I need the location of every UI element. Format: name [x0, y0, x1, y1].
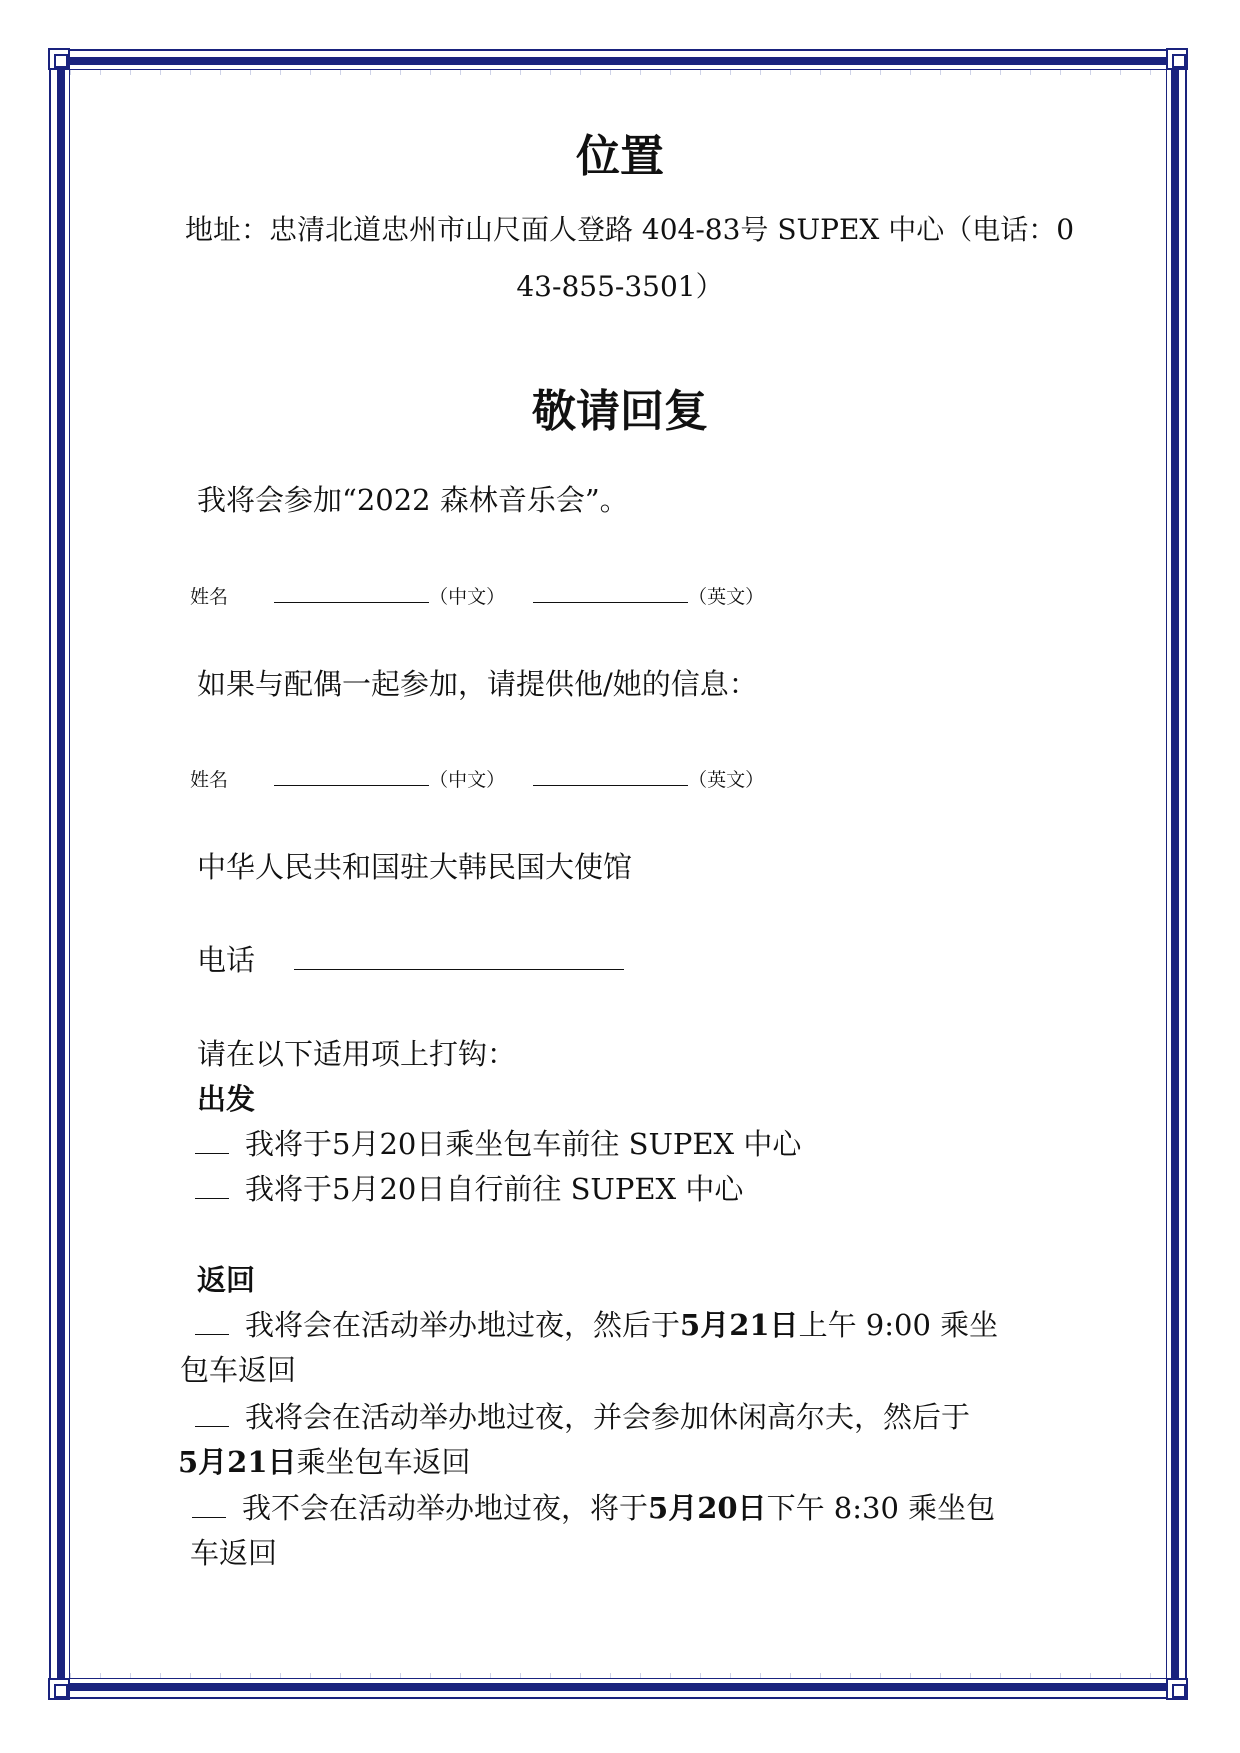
name-row-attendee	[190, 582, 764, 609]
departure-option-charter[interactable]: 我将于5月20日乘坐包车前往 SUPEX 中心	[195, 1122, 801, 1163]
checkbox-blank[interactable]	[192, 1517, 226, 1518]
return-option-1[interactable]: 我将会在活动举办地过夜，然后于5月21日上午 9:00 乘坐	[195, 1303, 998, 1344]
checkbox-blank[interactable]	[195, 1334, 229, 1335]
return-option-2[interactable]: 我将会在活动举办地过夜，并会参加休闲高尔夫，然后于	[195, 1395, 970, 1436]
checkbox-blank[interactable]	[195, 1198, 229, 1199]
return-option-1-cont: 包车返回	[180, 1353, 297, 1387]
top-tick-ruler	[70, 70, 1166, 75]
spouse-english-name-blank[interactable]	[533, 785, 688, 786]
location-title: 位置	[576, 131, 664, 182]
corner-ornament-bottom-left	[48, 1678, 70, 1700]
corner-ornament-top-right	[1166, 48, 1188, 70]
checkbox-blank[interactable]	[195, 1426, 229, 1427]
corner-ornament-top-left	[48, 48, 70, 70]
english-name-blank[interactable]	[533, 602, 688, 603]
return-option-3-cont: 车返回	[190, 1536, 278, 1570]
chinese-label: （中文）	[429, 586, 506, 608]
return-option-2-cont: 5月21日乘坐包车返回	[178, 1445, 471, 1479]
phone-blank[interactable]	[294, 969, 624, 970]
embassy-name: 中华人民共和国驻大韩民国大使馆	[197, 850, 633, 884]
checkbox-blank[interactable]	[195, 1153, 229, 1154]
english-label: （英文）	[688, 586, 765, 608]
departure-option-self[interactable]: 我将于5月20日自行前往 SUPEX 中心	[195, 1167, 743, 1208]
address-line-1: 地址：忠清北道忠州市山尺面人登路 404-83号 SUPEX 中心（电话：0	[185, 213, 1075, 246]
name-row-spouse	[190, 765, 764, 792]
chinese-label: （中文）	[429, 769, 506, 791]
attend-statement: 我将会参加“2022 森林音乐会”。	[197, 483, 629, 517]
return-heading: 返回	[197, 1263, 256, 1297]
phone-row	[197, 938, 624, 979]
phone-label: 电话	[197, 943, 256, 977]
return-option-3[interactable]: 我不会在活动举办地过夜，将于5月20日下午 8:30 乘坐包	[192, 1486, 995, 1527]
name-label: 姓名	[190, 586, 229, 608]
name-label: 姓名	[190, 769, 229, 791]
english-label: （英文）	[688, 769, 765, 791]
chinese-name-blank[interactable]	[274, 602, 429, 603]
bottom-tick-ruler	[70, 1673, 1166, 1678]
spouse-prompt: 如果与配偶一起参加，请提供他/她的信息：	[197, 667, 758, 701]
corner-ornament-bottom-right	[1166, 1678, 1188, 1700]
rsvp-title: 敬请回复	[532, 386, 708, 437]
spouse-chinese-name-blank[interactable]	[274, 785, 429, 786]
check-prompt: 请在以下适用项上打钩：	[197, 1037, 517, 1071]
address-line-2: 43-855-3501）	[516, 270, 724, 303]
departure-heading: 出发	[197, 1082, 256, 1116]
